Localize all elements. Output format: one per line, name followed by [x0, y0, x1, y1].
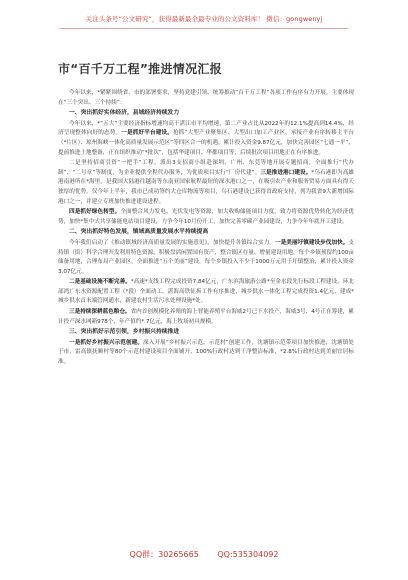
s2p3-highlight: 三是持续深耕蓝色粮仓。: [69, 309, 131, 316]
s1p1-text: 今年以来，*“五大”主要经济指标增速均高于湛江市平均增速，第二产业占比从2022年的12.1%提高到14.4%，经济呈现整体向好的态势。: [58, 120, 354, 137]
section1-paragraph-2: [58, 159, 354, 207]
s2p2-text: *高速*支线工程完成投资7.84亿元，广东滨海旅游公路*至金水段先行标段工程建设，环北部湾广东水资源配置工程（*段）全面动工，湛海高铁征拆工作有序推进，城乡供水一体化工程完成投资1.4亿元，建成*城乡供水首末端管网通水，新建农村生活污水处理设施*处。: [58, 279, 354, 305]
s2p1-rest: 支持镇（街）科学合理开发利用特色资源，积极盘活闲置国有资产，整合镇区存量、增量建设用地，每个乡镇预留约100亩储备用地，合理布局产业园区。全面推进“五个美丽”建设，每个乡镇投入不少于1000万元用于圩镇整治，累计投入资金3.07亿元。: [58, 239, 354, 275]
s2p2-highlight: 二是基础设施不断完善。: [69, 279, 131, 286]
section-heading-2: 二、突出抓好特色发展，镇域高质量发展水平持续提高: [69, 229, 209, 236]
section1-paragraph-3: [58, 208, 354, 227]
s2p1-text: 今年我们启动了《推动镇域经济高质量发展的实施意见》，加快提升各镇综合实力。: [69, 239, 276, 246]
section2-paragraph-2: [58, 278, 354, 307]
s2p3-text: 省内首创规模化养殖的海上智能养殖平台海威2号已下水投产，海威3号、4号正在筹建，累计投产深水网箱978个，年产值约*.7亿元，海上牧场初具规模。: [58, 309, 354, 325]
s1p2-text: 二是坚持招商引资“一把手”工程，派出3支招商小组赴深圳、广州、东莞等地开展专题招商，全面推行“代办制”、“二号章”等制度，为企业提供全程代办服务，为优质项目实行“厂房代建”。: [58, 160, 354, 176]
s1p2-rest: *乌石港即为高雄港南港所在*海里，是我国大陆港往越南等东南亚国家航程最短的深水港口之一，在吸引农产业和服务贸易方面具有得天独厚的优势。仅今年上半年，我市已成功签约大仓库物流等项目，乌石港建设已获得省政府支持，列为我省9大新增国际港口之一，并建立专班加快推进建设进程。: [58, 169, 354, 205]
qq-label: QQ:535304092: [217, 550, 279, 559]
section-heading-1: 一、突出抓好实体经济，县域经济持续发力: [69, 110, 180, 117]
s1p1-highlight: 一是抓好平台建设。: [121, 130, 173, 137]
section2-paragraph-3: [58, 308, 354, 327]
qq-group-label: QQ群：30265665: [129, 550, 199, 559]
banner-divider: [60, 28, 348, 29]
s3p1-text: 深入开展“乡村振兴示范、示范村”创建工作，沈塘镇示范带项目加快推进，沈塘镇处于市，雷高镇抚顺村等80个示范村建设项目全面铺开，100%行政村达到干净整洁标准，*2.8%行政村达到美丽宜居标准。: [58, 339, 354, 366]
s1p2-highlight: 三是推进港口建设。: [260, 169, 312, 176]
s2p1-highlight: 一是美丽圩镇建设步伐加快。: [275, 239, 349, 246]
footer-contact: [0, 549, 408, 560]
section3-paragraph-1: [58, 339, 354, 368]
s1p3-text: 全面整合风力发电、光伏发电等资源，加大收购储能项目力度，致力将资源优势转化为经济优势，加快*集中式共享储能电站项目建设，力争今年10月份开工，加快完善零碳产业园建设，力争今年年底开工建设。: [58, 209, 354, 225]
s1p1-rest: 抢抓“大型产业聚集区、大型出口加工产业区、承接产业有序转移主平台（*片区）、琼州海峡一体化高质量发展示范区”等四区合一的机遇，累计投入资金9.87亿元，加快完善园区“七通一平”，提前推进土地整备，正在组织推动“*批次”，包括华建项目、华都项目等，后续批次项目用地正在有序推进。: [58, 130, 354, 156]
header-banner: 关注头条号“公文研究”，获得最新最全最专业的公文资料库！ 微信：gongwenyj: [85, 15, 323, 23]
s1p3-highlight: 四是抓好绿色转型。: [69, 209, 121, 216]
section-heading-3: 三、突出抓好示范引领，乡村振兴持续推进: [69, 329, 180, 336]
document-body: [58, 60, 354, 369]
s3p1-highlight: 一是抓好乡村振兴示范创建。: [69, 339, 144, 346]
section2-paragraph-1: [58, 239, 354, 277]
document-title: 市“百千万工程”推进情况汇报: [58, 62, 222, 76]
section1-paragraph-1: [58, 120, 354, 158]
intro-paragraph: 今年以来，*紧紧围绕省、市的部署要求，坚持党建引领、统筹推动“百千万工程”各项工作有序有力开展。主要体现在“三个突出、三个持续”：: [58, 90, 354, 106]
